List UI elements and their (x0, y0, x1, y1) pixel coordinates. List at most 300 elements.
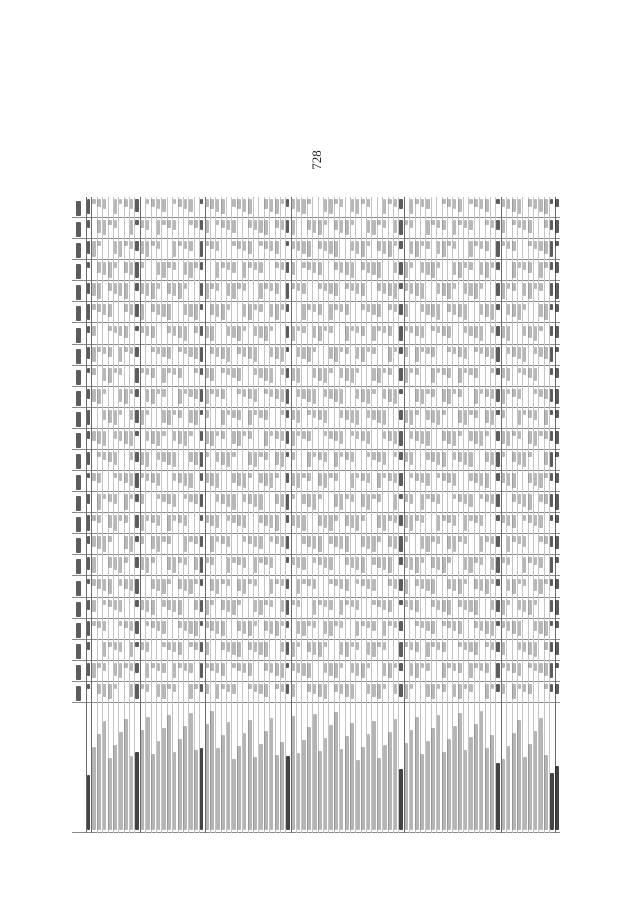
table-cell-value (108, 452, 112, 462)
table-cell-value (512, 220, 516, 225)
table-cell-value (496, 494, 500, 507)
table-cell-value (264, 663, 268, 671)
table-cell-value (555, 326, 559, 339)
table-cell-value (184, 515, 188, 525)
table-cell-value (555, 431, 559, 444)
table-cell-value (135, 410, 139, 423)
table-cell-value (318, 536, 322, 551)
column-header (76, 201, 81, 216)
table-cell-value (399, 600, 403, 605)
table-cell-value (194, 621, 198, 636)
table-cell-value (103, 220, 107, 235)
table-cell-value (399, 557, 403, 565)
table-cell-value (108, 600, 112, 608)
table-cell-value (431, 389, 435, 397)
table-cell-value (388, 557, 392, 572)
table-cell-value (248, 452, 252, 465)
table-cell-value (404, 220, 408, 225)
table-cell-value (372, 642, 376, 657)
table-cell-value (286, 557, 290, 562)
table-cell-value (140, 410, 144, 425)
table-cell-value (210, 389, 214, 394)
table-cell-value (351, 326, 355, 331)
table-cell-value (453, 663, 457, 671)
table-cell-value (259, 684, 263, 694)
table-cell-value (146, 515, 150, 520)
table-cell-value (151, 515, 155, 523)
table-cell-value (523, 347, 527, 362)
table-cell-value (151, 621, 155, 629)
table-cell-value (410, 283, 414, 293)
table-cell-value (259, 368, 263, 378)
table-cell-value (237, 600, 241, 605)
table-cell-value (92, 515, 96, 520)
table-cell-value (173, 326, 177, 336)
table-cell-value (324, 600, 328, 608)
table-cell-value (297, 283, 301, 291)
table-cell-value (501, 473, 505, 483)
table-cell-value (410, 663, 414, 676)
table-cell-value (151, 304, 155, 312)
table-cell-value (512, 663, 516, 673)
table-cell-value (302, 579, 306, 584)
table-cell-value (297, 326, 301, 331)
table-cell-value (264, 684, 268, 697)
table-cell-value (313, 684, 317, 694)
table-cell-value (200, 326, 204, 336)
table-cell-value (178, 326, 182, 339)
table-cell-value (281, 220, 285, 230)
row-label-text (216, 748, 220, 830)
table-cell-value (367, 536, 371, 549)
table-cell-value (221, 579, 225, 584)
table-cell-value (243, 473, 247, 488)
table-cell-value (200, 347, 204, 362)
table-cell-value (469, 368, 473, 376)
table-cell-value (539, 283, 543, 291)
table-cell-value (496, 579, 500, 587)
table-cell-value (447, 473, 451, 483)
table-cell-value (340, 431, 344, 444)
table-cell-value (361, 199, 365, 204)
table-cell-value (512, 199, 516, 212)
column-header (76, 285, 81, 300)
table-cell-value (167, 326, 171, 334)
table-cell-value (426, 199, 430, 209)
table-cell-value (184, 241, 188, 249)
table-cell-value (512, 389, 516, 397)
table-cell-value (453, 515, 457, 525)
table-cell-value (501, 600, 505, 615)
table-cell-value (447, 347, 451, 352)
table-cell-value (485, 684, 489, 699)
row-label-text (151, 754, 155, 830)
table-cell-value (507, 389, 511, 394)
table-cell-value (329, 621, 333, 636)
table-cell-value (210, 557, 214, 565)
table-cell-value (447, 621, 451, 629)
table-cell-value (394, 283, 398, 298)
table-cell-value (275, 389, 279, 399)
table-cell-value (474, 326, 478, 339)
table-cell-value (555, 579, 559, 589)
table-cell-value (340, 663, 344, 668)
table-cell-value (92, 621, 96, 626)
table-cell-value (221, 663, 225, 676)
table-cell-value (469, 494, 473, 507)
table-cell-value (421, 663, 425, 668)
table-cell-value (507, 579, 511, 592)
table-cell-value (544, 389, 548, 399)
table-cell-value (345, 515, 349, 525)
table-cell-value (528, 600, 532, 615)
table-cell-value (431, 410, 435, 423)
table-cell-value (367, 473, 371, 483)
row-label-text (162, 728, 166, 830)
table-cell-value (205, 326, 209, 339)
table-cell-value (200, 452, 204, 467)
table-cell-value (345, 283, 349, 288)
table-cell-value (437, 241, 441, 254)
table-cell-value (512, 283, 516, 291)
table-cell-value (307, 536, 311, 546)
table-cell-value (550, 262, 554, 270)
table-cell-value (232, 326, 236, 339)
column-header (76, 623, 81, 638)
table-cell-value (227, 642, 231, 652)
table-cell-value (361, 621, 365, 626)
row-label-text (243, 733, 247, 830)
table-cell-value (146, 326, 150, 336)
table-cell-value (431, 368, 435, 383)
table-cell-value (383, 452, 387, 465)
table-cell-value (189, 684, 193, 699)
table-cell-value (103, 579, 107, 592)
table-cell-value (140, 642, 144, 650)
table-cell-value (356, 283, 360, 293)
table-cell-value (178, 199, 182, 207)
table-cell-value (216, 494, 220, 502)
table-cell-value (383, 642, 387, 650)
table-cell-value (550, 515, 554, 520)
table-cell-value (87, 304, 91, 319)
table-cell-value (124, 262, 128, 272)
table-cell-value (286, 347, 290, 352)
table-cell-value (431, 600, 435, 608)
table-cell-value (254, 368, 258, 376)
table-cell-value (340, 600, 344, 615)
table-cell-value (399, 642, 403, 657)
column-header (76, 433, 81, 448)
table-cell-value (173, 473, 177, 481)
table-cell-value (458, 304, 462, 317)
table-cell-value (97, 347, 101, 352)
table-cell-value (324, 515, 328, 528)
table-cell-value (313, 621, 317, 629)
table-cell-value (114, 199, 118, 214)
table-cell-value (237, 663, 241, 671)
table-cell-value (286, 515, 290, 523)
financial-table (72, 197, 560, 833)
row-label-text (555, 766, 559, 830)
table-cell-value (491, 536, 495, 544)
table-cell-value (383, 199, 387, 214)
table-cell-value (485, 473, 489, 488)
table-cell-value (437, 515, 441, 530)
table-cell-value (404, 347, 408, 357)
table-cell-value (447, 663, 451, 668)
table-cell-value (92, 389, 96, 402)
table-cell-value (103, 199, 107, 209)
table-cell-value (275, 663, 279, 676)
table-cell-value (512, 304, 516, 317)
table-cell-value (345, 347, 349, 355)
row-label-text (189, 713, 193, 830)
table-cell-value (367, 663, 371, 668)
table-cell-value (442, 473, 446, 481)
table-cell-value (270, 304, 274, 317)
table-cell-value (404, 326, 408, 331)
table-cell-value (291, 431, 295, 446)
row-label-text (490, 735, 494, 830)
table-cell-value (119, 600, 123, 613)
table-cell-value (130, 347, 134, 355)
row-rule (339, 197, 340, 833)
table-cell-value (480, 473, 484, 486)
table-cell-value (135, 494, 139, 502)
table-cell-value (491, 262, 495, 267)
table-cell-value (264, 410, 268, 420)
table-cell-value (334, 494, 338, 507)
table-cell-value (469, 515, 473, 520)
table-cell-value (415, 663, 419, 678)
table-cell-value (200, 579, 204, 587)
table-cell-value (167, 304, 171, 319)
table-cell-value (151, 579, 155, 589)
table-cell-value (216, 579, 220, 594)
table-cell-value (286, 600, 290, 615)
table-cell-value (491, 368, 495, 373)
table-cell-value (275, 220, 279, 228)
table-cell-value (178, 241, 182, 246)
table-cell-value (87, 410, 91, 425)
table-cell-value (447, 536, 451, 549)
table-cell-value (415, 621, 419, 626)
table-cell-value (534, 199, 538, 209)
table-cell-value (157, 304, 161, 314)
table-cell-value (135, 621, 139, 634)
table-cell-value (555, 347, 559, 352)
table-cell-value (119, 368, 123, 376)
table-cell-value (377, 557, 381, 567)
table-cell-value (496, 326, 500, 336)
row-label-text (528, 744, 532, 830)
table-cell-value (194, 410, 198, 425)
table-cell-value (135, 600, 139, 608)
table-cell-value (507, 473, 511, 486)
table-cell-value (496, 536, 500, 546)
table-cell-value (189, 389, 193, 397)
table-cell-value (92, 536, 96, 546)
table-cell-value (480, 326, 484, 341)
table-cell-value (410, 684, 414, 689)
table-cell-value (324, 220, 328, 225)
table-cell-value (544, 220, 548, 228)
table-cell-value (87, 494, 91, 504)
table-cell-value (92, 326, 96, 336)
table-cell-value (291, 663, 295, 671)
table-cell-value (539, 262, 543, 277)
column-header (76, 222, 81, 237)
row-label-text (361, 747, 365, 830)
row-label-text (232, 759, 236, 830)
table-cell-value (334, 241, 338, 256)
table-cell-value (130, 199, 134, 209)
table-cell-value (388, 536, 392, 546)
table-cell-value (114, 642, 118, 650)
table-cell-value (216, 347, 220, 357)
table-cell-value (270, 347, 274, 357)
table-cell-value (205, 431, 209, 444)
table-cell-value (227, 347, 231, 362)
row-label-text (237, 746, 241, 830)
table-cell-value (491, 642, 495, 650)
table-cell-value (544, 684, 548, 689)
table-cell-value (442, 684, 446, 692)
table-cell-value (340, 410, 344, 418)
table-cell-value (97, 494, 101, 509)
table-cell-value (544, 494, 548, 504)
table-cell-value (178, 431, 182, 444)
table-cell-value (119, 621, 123, 626)
table-cell-value (345, 452, 349, 460)
table-cell-value (437, 262, 441, 267)
table-cell-value (534, 515, 538, 525)
table-cell-value (87, 347, 91, 360)
table-cell-value (507, 663, 511, 671)
table-cell-value (550, 283, 554, 296)
table-cell-value (264, 241, 268, 249)
table-cell-value (243, 262, 247, 277)
table-cell-value (173, 262, 177, 270)
table-cell-value (140, 494, 144, 504)
table-cell-value (103, 600, 107, 605)
table-cell-value (270, 663, 274, 673)
table-cell-value (205, 410, 209, 418)
table-cell-value (383, 515, 387, 530)
table-cell-value (173, 452, 177, 467)
table-cell-value (340, 536, 344, 549)
table-cell-value (184, 663, 188, 671)
table-cell-value (173, 515, 177, 520)
table-cell-value (130, 536, 134, 551)
table-cell-value (480, 621, 484, 631)
table-cell-value (189, 199, 193, 212)
table-cell-value (286, 621, 290, 629)
table-cell-value (146, 642, 150, 652)
table-cell-value (431, 684, 435, 699)
table-cell-value (291, 326, 295, 341)
table-cell-value (135, 452, 139, 462)
table-cell-value (474, 557, 478, 562)
table-cell-value (194, 347, 198, 360)
table-cell-value (140, 262, 144, 267)
table-cell-value (377, 262, 381, 277)
table-cell-value (167, 220, 171, 228)
table-cell-value (221, 452, 225, 465)
table-cell-value (518, 684, 522, 689)
table-cell-value (205, 663, 209, 668)
table-cell-value (200, 262, 204, 270)
table-cell-value (194, 600, 198, 610)
table-cell-value (259, 642, 263, 655)
table-cell-value (124, 557, 128, 562)
table-cell-value (189, 473, 193, 488)
table-cell-value (108, 579, 112, 594)
table-cell-value (356, 579, 360, 584)
table-cell-value (97, 220, 101, 233)
table-cell-value (248, 473, 252, 478)
table-cell-value (221, 494, 225, 504)
table-cell-value (97, 473, 101, 483)
table-cell-value (264, 199, 268, 209)
row-label-text (496, 763, 500, 830)
table-cell-value (87, 600, 91, 610)
table-cell-value (146, 663, 150, 678)
table-cell-value (146, 410, 150, 415)
row-label-text (253, 757, 257, 830)
row-label-text (480, 711, 484, 830)
table-cell-value (270, 368, 274, 383)
table-cell-value (528, 241, 532, 246)
table-cell-value (135, 326, 139, 331)
table-cell-value (92, 600, 96, 613)
table-cell-value (442, 283, 446, 296)
table-cell-value (415, 579, 419, 587)
table-cell-value (491, 304, 495, 319)
row-label-text (485, 748, 489, 830)
table-cell-value (151, 536, 155, 549)
table-cell-value (399, 368, 403, 381)
table-cell-value (534, 241, 538, 249)
table-cell-value (162, 621, 166, 634)
table-cell-value (114, 515, 118, 530)
table-cell-value (124, 579, 128, 589)
table-cell-value (523, 220, 527, 230)
table-cell-value (421, 283, 425, 298)
table-cell-value (216, 389, 220, 397)
table-cell-value (92, 557, 96, 572)
table-cell-value (501, 431, 505, 444)
table-cell-value (512, 536, 516, 541)
table-cell-value (227, 452, 231, 467)
table-cell-value (189, 579, 193, 594)
table-cell-value (345, 304, 349, 314)
table-cell-value (248, 347, 252, 360)
table-cell-value (324, 557, 328, 567)
table-cell-value (523, 536, 527, 546)
table-cell-value (135, 220, 139, 225)
table-cell-value (447, 600, 451, 615)
table-cell-value (254, 621, 258, 626)
table-cell-value (539, 473, 543, 488)
table-cell-value (501, 326, 505, 339)
table-cell-value (372, 347, 376, 355)
table-cell-value (340, 642, 344, 655)
table-cell-value (189, 663, 193, 673)
table-cell-value (291, 368, 295, 381)
row-label-text (140, 730, 144, 830)
